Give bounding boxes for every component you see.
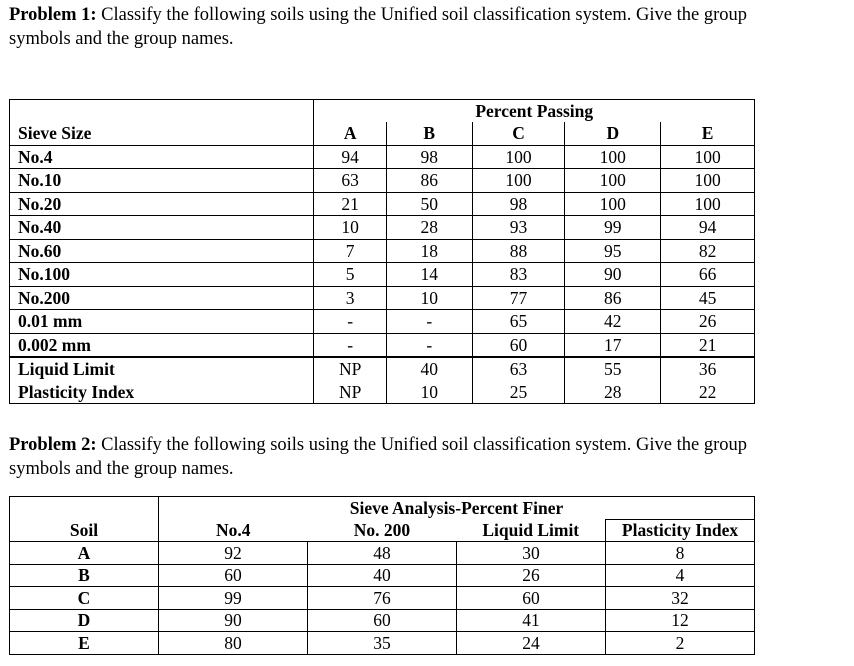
table1-cell: - [386,310,472,334]
table1-cell: 40 [386,357,472,381]
table1-cell: 66 [661,263,755,287]
table1-row [10,333,755,357]
table2-cell: 60 [457,587,606,610]
table2-soil-label: B [10,564,159,587]
table1-cell: 77 [472,286,565,310]
table1-cell: 45 [661,286,755,310]
table1-cell: 94 [661,216,755,240]
table1-header-e: E [661,122,755,145]
table1-cell: 100 [661,169,755,193]
table2-cell: 99 [159,587,308,610]
table1-cell: 28 [565,381,661,404]
table1-row [10,357,755,381]
sieve-analysis-table-1 [9,99,755,404]
table1-cell: 22 [661,381,755,404]
table1-cell: 100 [565,145,661,169]
table1-header-a: A [314,122,386,145]
problem-2-text: Classify the following soils using the Unified soil classification system. Give the group symbols and the group names. [9,435,748,479]
problem-1-text: Classify the following soils using the Unified soil classification system. Give the group symbols and the group names. [9,5,748,49]
table1-row-label: No.100 [10,263,314,287]
table2-cell: 40 [308,564,457,587]
table2-row [10,632,755,655]
table1-cell: 7 [314,239,386,263]
table1-cell: 100 [565,192,661,216]
problem-2-statement [9,433,769,481]
table2-cell: 80 [159,632,308,655]
table1-cell: 100 [661,192,755,216]
table2-cell: 60 [308,609,457,632]
table1-cell: 86 [386,169,472,193]
table1-cell: 10 [314,216,386,240]
table1-cell: 14 [386,263,472,287]
table1-row [10,192,755,216]
table1-cell: - [314,333,386,357]
table1-cell: 95 [565,239,661,263]
table2-header-no4: No.4 [159,519,308,542]
table1-cell: NP [314,381,386,404]
table2-soil-label: A [10,542,159,565]
table1-cell: 94 [314,145,386,169]
table1-cell: 100 [661,145,755,169]
table1-cell: 10 [386,381,472,404]
table1-cell: 98 [472,192,565,216]
table2-header-plasticity-index: Plasticity Index [606,519,755,542]
table1-header-sieve-size: Sieve Size [10,122,314,145]
table1-group-header-row [10,100,755,123]
problem-1-label: Problem 1: [9,5,97,25]
problem-1-statement [9,3,769,51]
table1-cell: 55 [565,357,661,381]
table1-cell: 42 [565,310,661,334]
table1-cell: 21 [661,333,755,357]
table2-row [10,587,755,610]
table1-row [10,169,755,193]
table1-cell: - [386,333,472,357]
table1-cell: 28 [386,216,472,240]
table1-cell: 25 [472,381,565,404]
table1-cell: 18 [386,239,472,263]
table1-row-label: 0.01 mm [10,310,314,334]
table2-cell: 92 [159,542,308,565]
table2-soil-label: D [10,609,159,632]
table2-soil-label: E [10,632,159,655]
table1-cell: 100 [472,145,565,169]
table1-row-label: No.20 [10,192,314,216]
table1-row-label: Plasticity Index [10,381,314,404]
table1-cell: 65 [472,310,565,334]
table1-row [10,239,755,263]
table1-row-label: Liquid Limit [10,357,314,381]
table2-header-soil: Soil [10,519,159,542]
table2-cell: 48 [308,542,457,565]
table1-cell: 63 [314,169,386,193]
table2-cell: 26 [457,564,606,587]
table2-cell: 2 [606,632,755,655]
table1-cell: 50 [386,192,472,216]
table1-cell: 86 [565,286,661,310]
table1-cell: 60 [472,333,565,357]
table1-cell: 17 [565,333,661,357]
table1-header-row [10,122,755,145]
table2-cell: 8 [606,542,755,565]
table1-cell: NP [314,357,386,381]
table2-row [10,564,755,587]
table1-cell: 82 [661,239,755,263]
table1-cell: 63 [472,357,565,381]
table2-row [10,542,755,565]
table2-header-liquid-limit: Liquid Limit [457,519,606,542]
table2-cell: 41 [457,609,606,632]
table1-row-label: No.4 [10,145,314,169]
table1-row-label: No.40 [10,216,314,240]
table1-row-label: No.60 [10,239,314,263]
table1-cell: 90 [565,263,661,287]
table2-cell: 24 [457,632,606,655]
table2-cell: 90 [159,609,308,632]
table1-header-c: C [472,122,565,145]
table1-cell: 100 [565,169,661,193]
table1-cell: 36 [661,357,755,381]
table1-row [10,145,755,169]
table1-row-label: No.10 [10,169,314,193]
table2-header-row [10,519,755,542]
table1-group-header: Percent Passing [314,100,755,123]
table1-header-d: D [565,122,661,145]
table2-cell: 76 [308,587,457,610]
table1-cell: 99 [565,216,661,240]
table2-cell: 60 [159,564,308,587]
table1-cell: 88 [472,239,565,263]
table1-cell: - [314,310,386,334]
table1-cell: 93 [472,216,565,240]
table1-row [10,381,755,404]
table1-cell: 10 [386,286,472,310]
table1-cell: 100 [472,169,565,193]
table1-cell: 5 [314,263,386,287]
table2-soil-label: C [10,587,159,610]
table1-cell: 3 [314,286,386,310]
table1-row [10,286,755,310]
table2-cell: 30 [457,542,606,565]
table2-cell: 32 [606,587,755,610]
table1-cell: 83 [472,263,565,287]
table1-row [10,263,755,287]
table2-empty-corner [10,497,159,520]
table1-cell: 21 [314,192,386,216]
table1-row [10,216,755,240]
table1-row-label: No.200 [10,286,314,310]
table1-empty-corner [10,100,314,123]
table2-cell: 12 [606,609,755,632]
table1-cell: 26 [661,310,755,334]
table2-cell: 4 [606,564,755,587]
table1-row [10,310,755,334]
table2-group-header: Sieve Analysis-Percent Finer [159,497,755,520]
problem-2-label: Problem 2: [9,435,97,455]
table2-group-header-row [10,497,755,520]
table2-header-no200: No. 200 [308,519,457,542]
table1-cell: 98 [386,145,472,169]
table1-row-label: 0.002 mm [10,333,314,357]
table2-cell: 35 [308,632,457,655]
table1-header-b: B [386,122,472,145]
sieve-analysis-table-2 [9,496,755,655]
table2-row [10,609,755,632]
